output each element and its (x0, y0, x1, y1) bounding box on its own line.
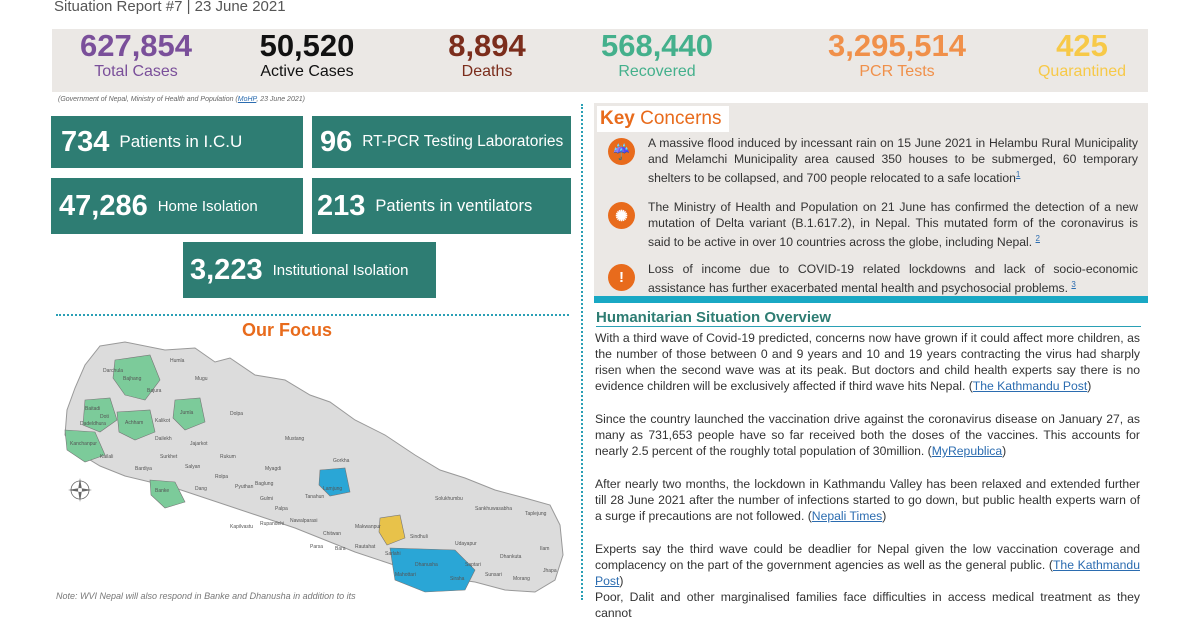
overview-paragraph (595, 411, 1140, 459)
warning-icon: ! (608, 264, 635, 291)
map-label: Mahottari (395, 572, 416, 578)
map-label: Parsa (310, 544, 324, 550)
map-label: Jajarkot (190, 441, 208, 447)
map-label: Gulmi (260, 496, 274, 502)
map-label: Rupandehi (260, 521, 285, 527)
stat-value: 425 (1056, 28, 1108, 63)
map-label: Achham (125, 420, 144, 426)
map-label: Rolpa (215, 474, 229, 480)
box-value: 734 (61, 125, 110, 158)
reference-link[interactable]: 3 (1071, 280, 1076, 289)
map-label: Kanchanpur (70, 441, 97, 447)
compass-icon (68, 478, 92, 502)
concern-body: The Ministry of Health and Population on 21 June has confirmed the detection of a new mutation of Delta variant (B.1.617.2), in Nepal. This mutated form of the coronavirus is said to be active in over 10 countries across the globe, including Nepal. (648, 200, 1138, 250)
map-label: Dadeldhura (80, 421, 106, 427)
map-label: Rukum (220, 454, 236, 460)
map-label: Gorkha (333, 458, 350, 464)
stat-value: 627,854 (79, 28, 193, 63)
map-label: Sindhuli (410, 534, 428, 540)
map-label: Siraha (450, 576, 465, 582)
concern-body: A massive flood induced by incessant rain on 15 June 2021 in Helambu Rural Municipality and Melamchi Municipality area caused 350 houses to be submerged, 60 temporary shelters to be collapsed, and 700 people relocated to a safe location (648, 136, 1138, 186)
box-value: 213 (317, 189, 366, 222)
source-link[interactable]: MyRepublica (931, 444, 1003, 458)
box-label: Home Isolation (157, 197, 258, 215)
overview-paragraph (595, 589, 1140, 621)
map-label: Doti (100, 414, 109, 420)
virus-icon: ✺ (608, 202, 635, 229)
paragraph-text-end: ) (882, 509, 887, 523)
map-label: Dang (195, 486, 207, 492)
box-testing-labs (312, 116, 571, 168)
paragraph-text: Since the country launched the vaccination drive against the coronavirus disease on January 27, as many as 731,653 people have so far received both the doses of the vaccines. This accounts for nearly 2.5 percent of the roughly total population of 30million. ( (595, 412, 1140, 458)
focus-title: Our Focus (242, 320, 333, 340)
box-ventilators (312, 178, 571, 234)
stat-value: 50,520 (259, 28, 355, 63)
stat-value: 568,440 (600, 28, 714, 63)
map-label: Sunsari (485, 572, 502, 578)
stat-deaths (412, 29, 562, 81)
stat-total-cases (52, 29, 220, 81)
paragraph-text: After nearly two months, the lockdown in Kathmandu Valley has been relaxed and extended further till 28 June 2021 after the number of infections started to go down, but public health experts warn of a surge if precautions are not followed. ( (595, 477, 1140, 523)
stat-active-cases (232, 29, 382, 81)
stat-label: Recovered (618, 63, 696, 80)
map-label: Lamjung (323, 486, 343, 492)
overview-paragraph (595, 330, 1140, 394)
map-label: Rautahat (355, 544, 376, 550)
map-label: Sarlahi (385, 551, 401, 557)
map-label: Makwanpur (355, 524, 381, 530)
map-label: Dhankuta (500, 554, 522, 560)
map-label: Mugu (195, 376, 208, 382)
box-institutional-isolation (183, 242, 436, 298)
stat-pcr-tests (797, 29, 997, 81)
map-label: Humla (170, 358, 185, 364)
box-label: Patients in I.C.U (119, 132, 243, 151)
stat-label: Deaths (461, 63, 513, 80)
paragraph-text-end: ) (1002, 444, 1007, 458)
map-label: Salyan (185, 464, 201, 470)
source-note (58, 96, 305, 103)
map-label: Morang (513, 576, 530, 582)
paragraph-text: Experts say the third wave could be deadlier for Nepal given the low vaccination coverage and complacency on the part of the government agencies as well as the general public. ( (595, 542, 1140, 572)
concern-text (648, 261, 1138, 296)
flood-icon: ☔ (608, 138, 635, 165)
overview-rule (596, 326, 1141, 327)
overview-paragraph (595, 541, 1140, 589)
stat-value: 8,894 (448, 28, 526, 63)
box-icu-patients (51, 116, 303, 168)
source-link[interactable]: The Kathmandu Post (595, 558, 1140, 588)
overview-paragraph (595, 476, 1140, 524)
stat-recovered (572, 29, 742, 81)
map-label: Ilam (540, 546, 550, 552)
map-label: Baitadi (85, 406, 101, 412)
source-link[interactable]: Nepali Times (811, 509, 883, 523)
map-label: Kapilvastu (230, 524, 254, 530)
paragraph-text: Poor, Dalit and other marginalised families face difficulties in access medical treatment as they cannot (595, 590, 1140, 620)
source-link[interactable]: The Kathmandu Post (972, 379, 1088, 393)
section-rule (594, 296, 1148, 303)
map-label: Myagdi (265, 466, 282, 472)
paragraph-text-end: ) (1087, 379, 1092, 393)
box-label: RT-PCR Testing Laboratories (362, 133, 564, 150)
box-home-isolation (51, 178, 303, 234)
map-label: Darchula (103, 368, 124, 374)
box-value: 3,223 (190, 253, 263, 286)
box-value: 47,286 (59, 189, 148, 222)
box-value: 96 (320, 125, 353, 158)
source-text: (Government of Nepal, Ministry of Health and Population ( (58, 96, 238, 103)
map-label: Banke (155, 488, 170, 494)
concern-item (608, 135, 1138, 186)
map-label: Jumla (180, 410, 194, 416)
stat-label: Quarantined (1037, 63, 1127, 80)
map-label: Kailali (100, 454, 114, 460)
stat-label: Total Cases (94, 63, 178, 80)
map-label: Mustang (285, 436, 305, 442)
key-concerns-title-rest: Concerns (640, 108, 722, 129)
source-link[interactable]: MoHP (237, 96, 257, 103)
paragraph-text-end: ) (619, 574, 624, 588)
paragraph-text: With a third wave of Covid-19 predicted, concerns now have grown if it could affect more children, as the number of those between 0 and 9 years and 10 and 19 years contracting the virus had sharply risen when the second wave was at its peak. But doctors and child health experts say there is no evidence children will be exclusively affected if third wave hits Nepal. ( (595, 331, 1140, 393)
map-label: Nawalparasi (290, 518, 318, 524)
key-concerns-title-key: Key (600, 108, 635, 129)
map-label: Solukhumbu (435, 496, 463, 502)
box-label: Patients in ventilators (375, 196, 533, 215)
map-label: Udayapur (455, 541, 477, 547)
concern-text (648, 199, 1138, 250)
concern-body: Loss of income due to COVID-19 related lockdowns and lack of socio-economic assistance has further exacerbated mental health and psychosocial problems. (648, 262, 1138, 296)
section-divider (56, 314, 569, 316)
map-label: Kalikot (155, 418, 171, 424)
reference-link[interactable]: 1 (1015, 170, 1021, 179)
map-label: Bardiya (135, 466, 152, 472)
nepal-map (55, 340, 575, 598)
box-label: Institutional Isolation (272, 261, 409, 279)
map-label: Surkhet (160, 454, 178, 460)
map-label: Bara (335, 546, 346, 552)
stat-label: Active Cases (260, 63, 354, 80)
map-label: Dailekh (155, 436, 172, 442)
map-label: Palpa (275, 506, 288, 512)
concern-item (608, 261, 1138, 296)
concern-text (648, 135, 1138, 186)
focus-note: Note: WVI Nepal will also respond in Banke and Dhanusha in addition to its (56, 591, 356, 601)
map-label: Tanahun (305, 494, 325, 500)
map-label: Jhapa (543, 568, 557, 574)
map-label: Bajura (147, 388, 162, 394)
map-label: Taplejung (525, 511, 547, 517)
concern-item (608, 199, 1138, 250)
map-label: Dhanusha (415, 562, 438, 568)
stat-value: 3,295,514 (828, 28, 966, 63)
map-label: Dolpa (230, 411, 244, 417)
map-label: Saptari (465, 562, 481, 568)
stat-quarantined (1017, 29, 1147, 81)
map-label: Sankhuwasabha (475, 506, 512, 512)
report-subtitle: Situation Report #7 | 23 June 2021 (54, 0, 286, 15)
map-label: Pyuthan (235, 484, 254, 490)
reference-link[interactable]: 2 (1035, 234, 1040, 243)
stats-bar (52, 29, 1148, 92)
overview-title: Humanitarian Situation Overview (596, 309, 832, 326)
map-label: Bajhang (123, 376, 142, 382)
map-label: Baglung (255, 481, 274, 487)
key-concerns-title (597, 106, 729, 132)
stat-label: PCR Tests (859, 63, 935, 80)
map-label: Chitwan (323, 531, 342, 537)
source-text-end: , 23 June 2021) (256, 96, 305, 103)
column-divider (581, 104, 583, 600)
